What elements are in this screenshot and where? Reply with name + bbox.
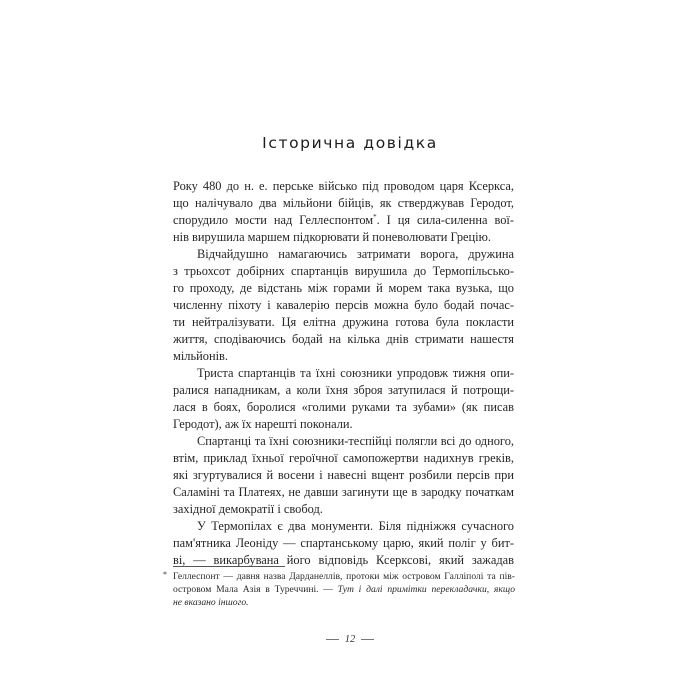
footnote [163, 570, 515, 609]
translator-note: Тут і далі примітки перекладачки, якщо [337, 584, 515, 595]
text-line: Року 480 до н. е. перське військо під проводом царя Ксеркса, [173, 179, 514, 193]
text-line: що налічувало два мільйони бійців, як стверджував Геродот, [173, 196, 514, 210]
paragraph-4 [173, 433, 514, 518]
text-line: ти нейтралізувати. Ця елітна дружина готова була покласти [173, 315, 514, 329]
text-fragment: . І ця сила-силенна вої- [376, 213, 514, 227]
text-line: західної демократії і свобод. [173, 502, 323, 516]
text-line: втім, приклад їхньої героїчної самопожертви надихнув греків, [173, 451, 514, 465]
text-line: життя, сподіваючись бодай на кілька днів стримати нашестя [173, 332, 514, 346]
translator-note: не вказано іншого. [173, 597, 249, 608]
dash-right [361, 639, 374, 640]
footnote-line [173, 583, 515, 596]
footnote-line: Геллеспонт — давня назва Дарданеллів, протоки між островом Галліполі та пів- [173, 571, 515, 582]
paragraph-1 [173, 178, 514, 246]
text-line: нів вирушила маршем підкорювати й поневолювати Грецію. [173, 230, 491, 244]
text-line: пам'ятника Леоніду — спартанському царю, який поліг у бит- [173, 536, 514, 550]
chapter-title: Історична довідка [262, 134, 438, 153]
text-line: Саламіні та Платеях, не давши загинути ще в зародку початкам [173, 485, 514, 499]
page-number [0, 634, 700, 645]
text-line: го проходу, де відстань між горами й морем така вузька, що [173, 281, 514, 295]
paragraph-5 [173, 518, 514, 569]
page-number-value: 12 [344, 634, 356, 645]
footnote-reference[interactable]: * [373, 213, 377, 221]
text-line: численну піхоту і кавалерію персів можна було бодай почас- [173, 298, 514, 312]
text-line: Триста спартанців та їхні союзники упродовж тижня опи- [197, 366, 514, 380]
footnote-divider [173, 566, 285, 567]
footnote-line [173, 596, 515, 609]
text-line: ві, — викарбувана його відповідь Ксерксові, який зажадав [173, 553, 514, 567]
text-fragment: спорудило мости над Геллеспонтом [173, 213, 374, 227]
text-line: які згуртувалися й восени і навесні вщент розбили персів при [173, 468, 514, 482]
text-line: мільйонів. [173, 349, 228, 363]
footnote-marker: * [163, 570, 167, 579]
paragraph-3 [173, 365, 514, 433]
text-line: Геродот), аж їх нарешті поконали. [173, 417, 353, 431]
text-line: Спартанці та їхні союзники-теспійці полягли всі до одного, [197, 434, 514, 448]
text-line: Відчайдушно намагаючись затримати ворога, дружина [197, 247, 514, 261]
body-text [173, 178, 514, 569]
dash-left [326, 639, 339, 640]
text-line: У Термопілах є два монументи. Біля підніжжя сучасного [197, 519, 514, 533]
paragraph-2 [173, 246, 514, 365]
text-line: ралися нападникам, а коли їхня зброя затупилася й потрощи- [173, 383, 514, 397]
footnote-text: островом Мала Азія в Туреччині. — [173, 584, 338, 595]
text-line: лася в боях, боролися «голими руками та зубами» (як писав [173, 400, 514, 414]
text-line-with-note [173, 212, 514, 229]
text-line: з трьохсот добірних спартанців вирушила до Термопільсько- [173, 264, 514, 278]
